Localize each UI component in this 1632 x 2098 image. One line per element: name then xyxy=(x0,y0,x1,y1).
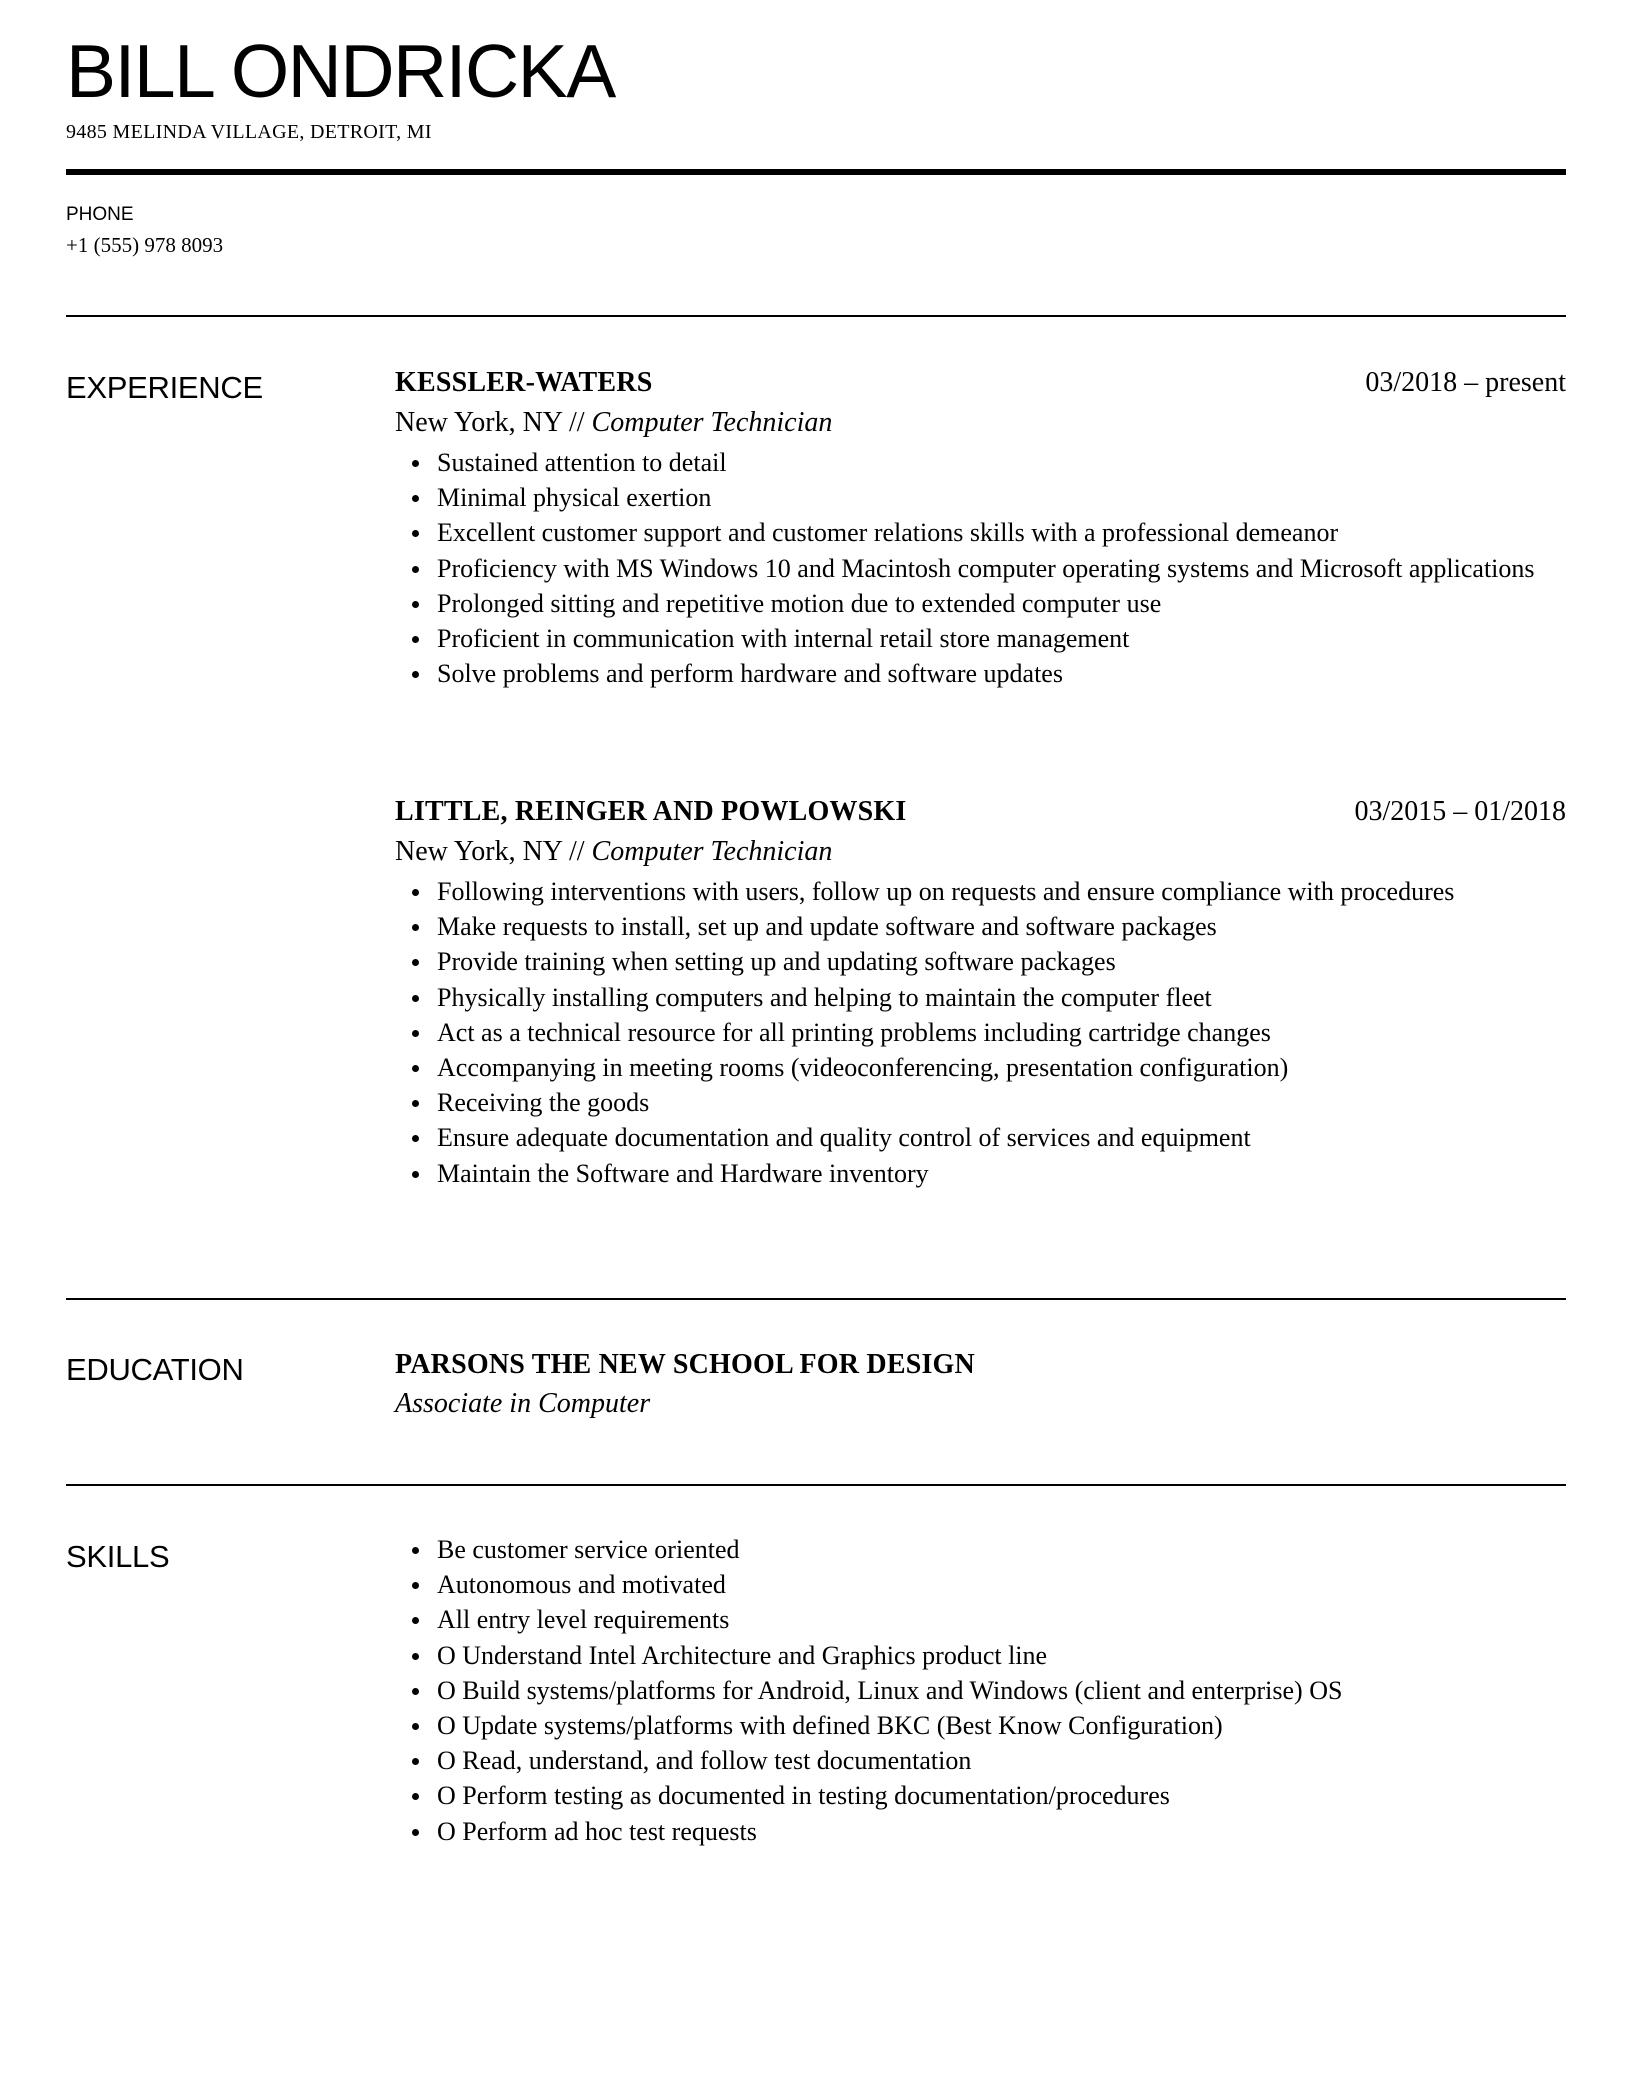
bullet-item: Ensure adequate documentation and quality control of services and equipment xyxy=(409,1120,1566,1155)
bullet-item: O Perform ad hoc test requests xyxy=(409,1814,1566,1849)
job-entry xyxy=(395,363,1566,691)
bullet-item: Act as a technical resource for all printing problems including cartridge changes xyxy=(409,1015,1566,1050)
job-bullets xyxy=(395,874,1566,1191)
bullet-item: Proficient in communication with internal retail store management xyxy=(409,621,1566,656)
bullet-item: O Perform testing as documented in testing documentation/procedures xyxy=(409,1778,1566,1813)
education-divider xyxy=(66,1484,1566,1486)
bullet-item: Autonomous and motivated xyxy=(409,1567,1566,1602)
experience-title: EXPERIENCE xyxy=(66,370,263,405)
employer-name: KESSLER-WATERS xyxy=(395,367,653,398)
bullet-item: Following interventions with users, follow up on requests and ensure compliance with procedures xyxy=(409,874,1566,909)
bullet-item: Excellent customer support and customer relations skills with a professional demeanor xyxy=(409,515,1566,550)
bullet-item: Maintain the Software and Hardware inventory xyxy=(409,1156,1566,1191)
job-header xyxy=(395,792,1566,832)
bullet-item: Make requests to install, set up and update software and software packages xyxy=(409,909,1566,944)
skills-list xyxy=(395,1532,1566,1849)
bullet-item: Solve problems and perform hardware and software updates xyxy=(409,656,1566,691)
experience-content-2 xyxy=(395,792,1566,1191)
job-role: Computer Technician xyxy=(591,407,833,438)
contact-divider xyxy=(66,315,1566,317)
candidate-name: BILL ONDRICKA xyxy=(66,29,615,113)
job-location: New York, NY // xyxy=(395,407,585,438)
bullet-item: Physically installing computers and helping to maintain the computer fleet xyxy=(409,980,1566,1015)
bullet-item: O Read, understand, and follow test documentation xyxy=(409,1743,1566,1778)
education-title: EDUCATION xyxy=(66,1352,244,1387)
job-dates: 03/2018 – present xyxy=(1365,367,1566,398)
bullet-item: Minimal physical exertion xyxy=(409,480,1566,515)
employer-name: LITTLE, REINGER AND POWLOWSKI xyxy=(395,796,907,827)
job-header xyxy=(395,363,1566,403)
bullet-item: Proficiency with MS Windows 10 and Macintosh computer operating systems and Microsoft applications xyxy=(409,551,1566,586)
bullet-item: All entry level requirements xyxy=(409,1602,1566,1637)
bullet-item: Receiving the goods xyxy=(409,1085,1566,1120)
education-content xyxy=(395,1345,1566,1423)
skills-title: SKILLS xyxy=(66,1539,170,1574)
bullet-item: Accompanying in meeting rooms (videoconferencing, presentation configuration) xyxy=(409,1050,1566,1085)
job-location: New York, NY // xyxy=(395,836,585,867)
school-name: PARSONS THE NEW SCHOOL FOR DESIGN xyxy=(395,1349,975,1380)
bullet-item: O Understand Intel Architecture and Graphics product line xyxy=(409,1638,1566,1673)
phone-value: +1 (555) 978 8093 xyxy=(66,233,224,257)
degree-name: Associate in Computer xyxy=(395,1388,651,1419)
candidate-address: 9485 MELINDA VILLAGE, DETROIT, MI xyxy=(66,121,432,143)
job-bullets xyxy=(395,445,1566,691)
bullet-item: O Update systems/platforms with defined BKC (Best Know Configuration) xyxy=(409,1708,1566,1743)
bullet-item: Provide training when setting up and updating software packages xyxy=(409,944,1566,979)
job-dates: 03/2015 – 01/2018 xyxy=(1354,796,1566,827)
bullet-item: Prolonged sitting and repetitive motion due to extended computer use xyxy=(409,586,1566,621)
bullet-item: O Build systems/platforms for Android, Linux and Windows (client and enterprise) OS xyxy=(409,1673,1566,1708)
bullet-item: Sustained attention to detail xyxy=(409,445,1566,480)
job-subtitle xyxy=(395,403,1566,443)
job-entry xyxy=(395,792,1566,1191)
skills-content xyxy=(395,1532,1566,1849)
bullet-item: Be customer service oriented xyxy=(409,1532,1566,1567)
experience-content xyxy=(395,363,1566,691)
experience-divider xyxy=(66,1298,1566,1300)
phone-label: PHONE xyxy=(66,204,134,225)
job-subtitle xyxy=(395,832,1566,872)
header-divider xyxy=(66,169,1566,175)
job-role: Computer Technician xyxy=(591,836,833,867)
